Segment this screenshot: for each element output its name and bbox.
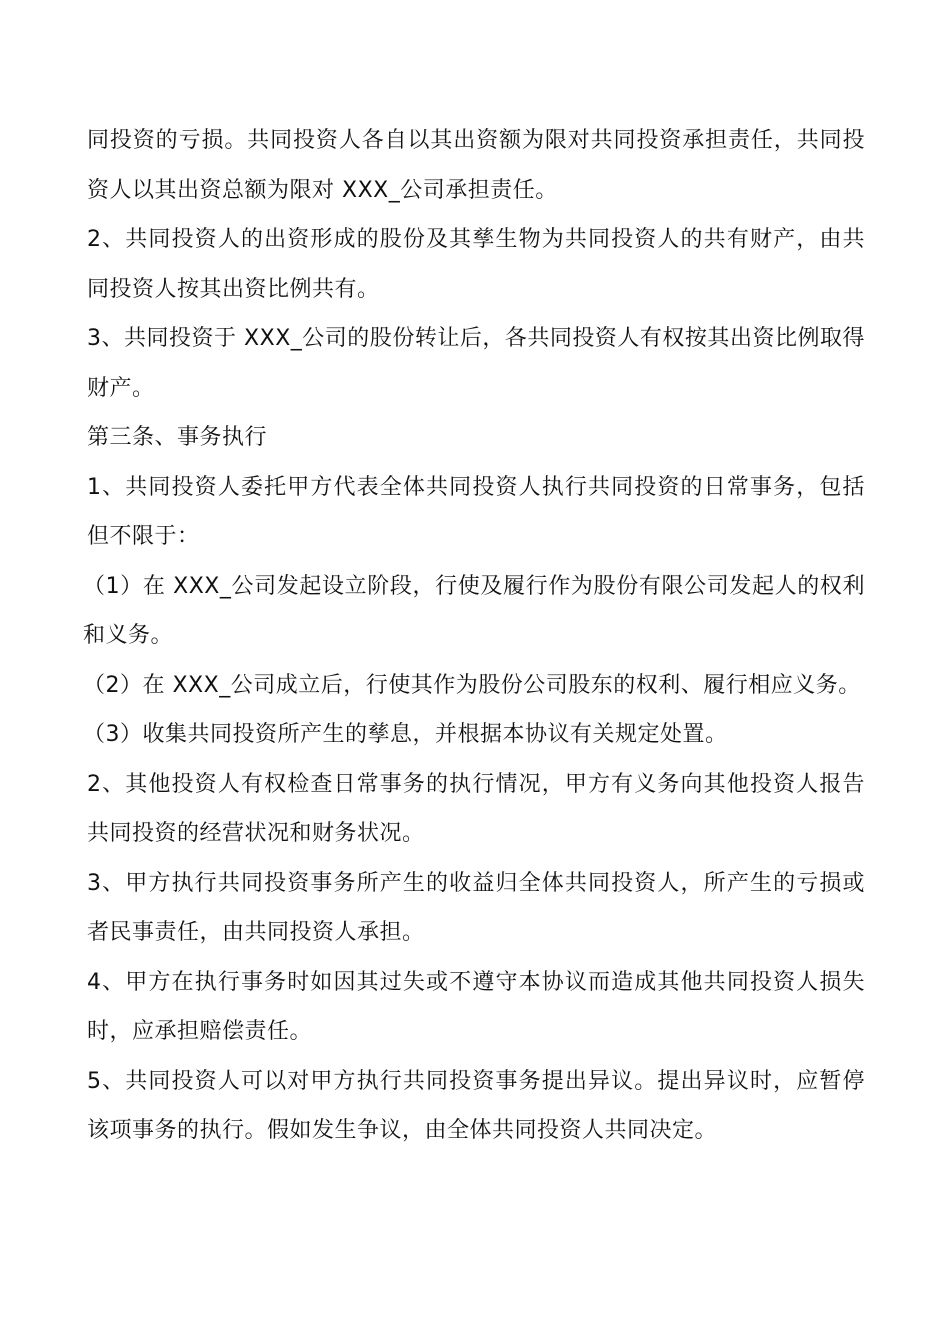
paragraph-subitem-2: （2）在 XXX_公司成立后，行使其作为股份公司股东的权利、履行相应义务。 bbox=[83, 672, 861, 698]
paragraph-subitem-3: （3）收集共同投资所产生的孳息，并根据本协议有关规定处置。 bbox=[83, 722, 728, 747]
paragraph-item-1-delegation: 1、共同投资人委托甲方代表全体共同投资人执行共同投资的日常事务，包括但不限于： bbox=[87, 474, 865, 549]
paragraph-subitem-1: （1）在 XXX_公司发起设立阶段，行使及履行作为股份有限公司发起人的权利和义务。 bbox=[83, 573, 865, 648]
paragraph-item-3-transfer: 3、共同投资于 XXX_公司的股份转让后，各共同投资人有权按其出资比例取得财产。 bbox=[87, 326, 865, 401]
paragraph-item-4-compensation: 4、甲方在执行事务时如因其过失或不遵守本协议而造成其他共同投资人损失时，应承担赔偿责任。 bbox=[87, 969, 865, 1044]
document-body bbox=[83, 116, 865, 1156]
paragraph-item-2-inspection: 2、其他投资人有权检查日常事务的执行情况，甲方有义务向其他投资人报告共同投资的经营状况和财务状况。 bbox=[87, 771, 865, 846]
paragraph-item-2-shares: 2、共同投资人的出资形成的股份及其孳生物为共同投资人的共有财产，由共同投资人按其出资比例共有。 bbox=[87, 227, 865, 302]
paragraph-item-5-objection: 5、共同投资人可以对甲方执行共同投资事务提出异议。提出异议时，应暂停该项事务的执行。假如发生争议，由全体共同投资人共同决定。 bbox=[87, 1068, 865, 1143]
paragraph-liability-continuation: 同投资的亏损。共同投资人各自以其出资额为限对共同投资承担责任，共同投资人以其出资总额为限对 XXX_公司承担责任。 bbox=[87, 128, 865, 203]
section-heading-article-3: 第三条、事务执行 bbox=[87, 425, 268, 450]
paragraph-item-3-proceeds: 3、甲方执行共同投资事务所产生的收益归全体共同投资人，所产生的亏损或者民事责任，由共同投资人承担。 bbox=[87, 870, 865, 945]
